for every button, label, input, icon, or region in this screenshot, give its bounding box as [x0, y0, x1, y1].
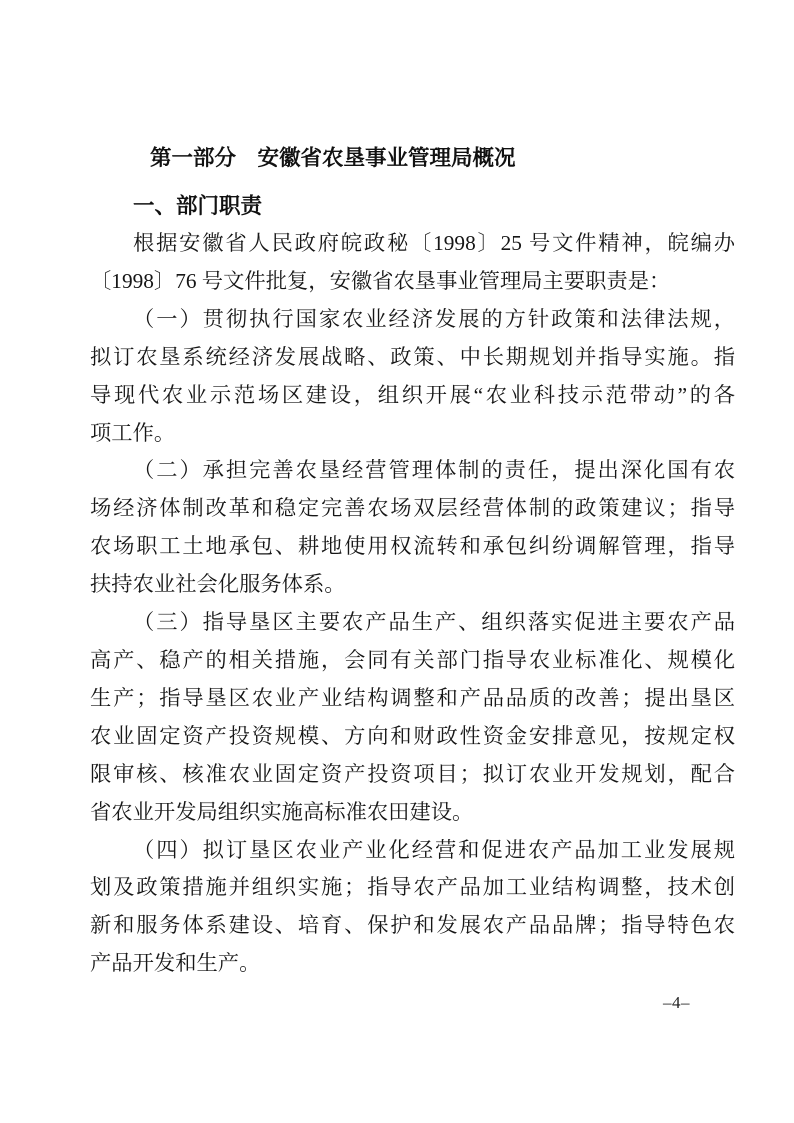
document-title: 第一部分 安徽省农垦事业管理局概况 — [150, 146, 516, 170]
body-text-line: 农业固定资产投资规模、方向和财政性资金安排意见，按规定权 — [90, 723, 735, 748]
document-body — [90, 225, 735, 983]
body-text-line: 新和服务体系建设、培育、保护和发展农产品品牌；指导特色农 — [90, 913, 735, 938]
body-text-line: （二）承担完善农垦经营管理体制的责任，提出深化国有农 — [133, 458, 735, 483]
body-text-line: （一）贯彻执行国家农业经济发展的方针政策和法律法规， — [133, 306, 735, 331]
body-text-line: 项工作。 — [90, 420, 176, 445]
body-text-line: 〔1998〕76 号文件批复，安徽省农垦事业管理局主要职责是： — [90, 268, 671, 293]
body-text-line: 高产、稳产的相关措施，会同有关部门指导农业标准化、规模化 — [90, 647, 735, 672]
body-text-line: 扶持农业社会化服务体系。 — [90, 572, 346, 597]
body-text-line: （三）指导垦区主要农产品生产、组织落实促进主要农产品 — [133, 610, 735, 635]
body-text-line: 场经济体制改革和稳定完善农场双层经营体制的政策建议；指导 — [90, 496, 735, 521]
body-text-line: 划及政策措施并组织实施；指导农产品加工业结构调整，技术创 — [90, 875, 735, 900]
body-text-line: 生产；指导垦区农业产业结构调整和产品品质的改善；提出垦区 — [90, 685, 735, 710]
body-text-line: 拟订农垦系统经济发展战略、政策、中长期规划并指导实施。指 — [90, 344, 735, 369]
body-text-line: 限审核、核准农业固定资产投资项目；拟订农业开发规划，配合 — [90, 761, 735, 786]
body-text-line: 产品开发和生产。 — [90, 951, 261, 976]
section-heading: 一、部门职责 — [133, 194, 263, 218]
body-text-line: 农场职工土地承包、耕地使用权流转和承包纠纷调解管理，指导 — [90, 534, 735, 559]
body-text-line: 导现代农业示范场区建设，组织开展“农业科技示范带动”的各 — [90, 382, 735, 407]
body-text-line: （四）拟订垦区农业产业化经营和促进农产品加工业发展规 — [133, 837, 735, 862]
body-text-line: 省农业开发局组织实施高标准农田建设。 — [90, 799, 474, 824]
body-text-line: 根据安徽省人民政府皖政秘〔1998〕25 号文件精神，皖编办 — [133, 231, 735, 255]
page-number: –4– — [663, 993, 690, 1012]
